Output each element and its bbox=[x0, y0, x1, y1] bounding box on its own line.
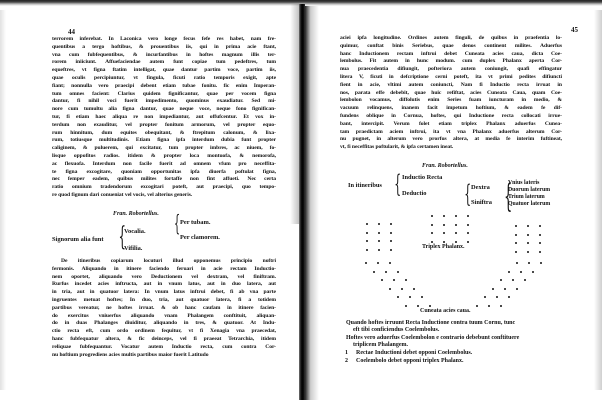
soldier-dot bbox=[496, 296, 498, 298]
soldier-dot bbox=[390, 249, 392, 251]
right-page bbox=[305, 0, 602, 400]
text-line: Rurfus incedet acies inftructa, aut in vnum latus, aut in duo latera, aut bbox=[52, 281, 276, 288]
soldier-dot bbox=[413, 288, 415, 290]
soldier-dot bbox=[378, 249, 380, 251]
soldier-dot bbox=[431, 241, 433, 243]
soldier-dot bbox=[443, 215, 445, 217]
soldier-dot bbox=[524, 279, 526, 281]
soldier-dot bbox=[508, 296, 510, 298]
diagram-branch: Vifilia. bbox=[124, 245, 143, 252]
soldier-dot bbox=[389, 262, 391, 264]
soldier-dot bbox=[443, 232, 445, 234]
soldier-dot bbox=[539, 242, 541, 244]
soldier-dot bbox=[429, 305, 431, 307]
text-line: vt, fi neceffitas poftularit, & ipfa certamen ineat. bbox=[340, 144, 454, 151]
diagram-leaf: Duorum laterum bbox=[508, 187, 551, 193]
text-line: hanc Inductionem rectam inftrui debet Cuneata acies caua, dicta Coe- bbox=[340, 50, 562, 57]
text-line: fundens oblique in Cornua, hoftes, qui Inductione recta collocati irrue- bbox=[340, 112, 562, 119]
text-line: do exercitus vniuerfus aliquando vnam Phalangem conftituit, aliquan- bbox=[52, 312, 276, 319]
soldier-dot bbox=[515, 225, 517, 227]
body-paragraph bbox=[340, 35, 562, 152]
text-line: hanc fubfequatur altera, & fic deinceps, vel fi praeeat Tetrarchia, itidem bbox=[52, 335, 276, 342]
brace-icon: { bbox=[394, 170, 402, 198]
soldier-dot bbox=[527, 234, 529, 236]
note-line: Coelembolo debet opponi triplex Phalanx. bbox=[356, 358, 464, 364]
text-line: aciei ipfa longitudine. Ordines autem finguli, de quibus in praefentia lo- bbox=[340, 35, 562, 41]
soldier-dot bbox=[390, 232, 392, 234]
soldier-dot bbox=[373, 271, 375, 273]
text-line: tur, fi etiam haec aliqua re non impediantur, aut offufcentur. Et vox in- bbox=[52, 113, 276, 120]
text-line: bant, intercipit. Verum folet etiam triplex Phalanx aduerfus Cunea- bbox=[340, 120, 562, 127]
soldier-dot bbox=[539, 234, 541, 236]
text-line: nua praecedentia difiungit, pofteriora autem coniungit, quafi effingatur bbox=[340, 66, 562, 73]
diagram-leaf: Quatuor laterum bbox=[508, 201, 551, 207]
soldier-dot bbox=[443, 224, 445, 226]
soldier-dot bbox=[366, 223, 368, 225]
text-line: tum omnes facient: Clarius quidem fignificantur, quae per vocem figna bbox=[52, 90, 276, 97]
diagram-leaf: Vnius lateris bbox=[508, 180, 540, 186]
brace-icon: { bbox=[118, 222, 126, 252]
soldier-dot bbox=[366, 232, 368, 234]
soldier-dot bbox=[397, 271, 399, 273]
note-line: eft tibi conficiendus Coelembolus. bbox=[353, 327, 440, 333]
text-line: equeftres, vt figna ftatim intelligat, quae dantur partim voce, partim iis, bbox=[52, 67, 276, 74]
soldier-dot bbox=[516, 262, 518, 264]
text-line: vna cum fubfequentibus, & incurfantibus in hoftes magnum illis ter- bbox=[52, 51, 276, 58]
soldier-dot bbox=[512, 279, 514, 281]
attribution: Fran. Robortellus. bbox=[113, 211, 159, 217]
figure-caption: Triplex Phalanx. bbox=[422, 244, 465, 250]
text-line: rorem iniiciunt. Affuefaciendae autem funt copiae tum pedeftres, tum bbox=[52, 59, 276, 66]
soldier-dot bbox=[488, 305, 490, 307]
soldier-dot bbox=[455, 232, 457, 234]
text-line: ratio omnium tradendorum excogitari poteft, aut praecipi, quo tempo- bbox=[52, 184, 276, 191]
text-line: lembolus. Fit autem in hunc modum. cum duplex Phalanx aperta Cor- bbox=[340, 58, 562, 65]
soldier-dot bbox=[500, 279, 502, 281]
text-line: nos, parata effe debebit, quae huic refiftat, acies Cuneata Caua, quam Coe- bbox=[340, 89, 562, 96]
diagram-branch: Dextra bbox=[471, 184, 490, 191]
diagram-root: In itineribus bbox=[348, 182, 382, 189]
soldier-dot bbox=[431, 224, 433, 226]
note-number: 1 bbox=[345, 350, 348, 356]
text-line: quae oculis percipiuntur, vt fingula, ficuti ratio temporis exigit, apte bbox=[52, 74, 276, 81]
text-line: quimur, conftat binis Seriebus, quae denos continent milites. Aduerfus bbox=[340, 42, 562, 49]
text-line: litera V, ficuti in defcriptione cerni poteft, ita vt primi pedites difiuncti bbox=[340, 73, 562, 80]
soldier-dot bbox=[455, 215, 457, 217]
diagram-leaf: Trium laterum bbox=[508, 194, 545, 200]
soldier-dot bbox=[504, 288, 506, 290]
soldier-dot bbox=[539, 251, 541, 253]
soldier-dot bbox=[540, 262, 542, 264]
soldier-dot bbox=[405, 305, 407, 307]
body-paragraph bbox=[52, 258, 276, 359]
text-line: nem oportet, aliquando vero Deductionem vel dextram, vel finiftram. bbox=[52, 273, 276, 280]
right-page-edge bbox=[594, 10, 602, 390]
text-line: ac flexuofa. Interdum non facile fuerit ad omnem vfum pro neceffita- bbox=[52, 160, 276, 167]
diagram-branch: Deductio bbox=[402, 190, 427, 197]
text-line: rum hinnitum, dum equites obequitant, & ftrepitum calonum, & lixa- bbox=[52, 129, 276, 136]
soldier-dot bbox=[366, 249, 368, 251]
soldier-dot bbox=[378, 240, 380, 242]
soldier-dot bbox=[405, 279, 407, 281]
diagram-branch: Siniftra bbox=[471, 199, 492, 206]
note-line: triplicem Phalangem. bbox=[353, 342, 408, 348]
soldier-dot bbox=[500, 305, 502, 307]
note-number: 2 bbox=[345, 358, 348, 364]
soldier-dot bbox=[431, 232, 433, 234]
figure-caption: Cuneata acies caua. bbox=[420, 308, 471, 314]
diagram-sub-branch: Per tubam. bbox=[180, 219, 211, 226]
soldier-dot bbox=[377, 262, 379, 264]
brace-icon: { bbox=[464, 180, 472, 208]
soldier-dot bbox=[381, 279, 383, 281]
diagram-branch: Inductio Recta bbox=[402, 174, 443, 181]
soldier-dot bbox=[520, 271, 522, 273]
text-line: fient in acie, vltimi autem coniuncti, Nam fi Inductio recta irruat in bbox=[340, 81, 562, 88]
soldier-dot bbox=[421, 296, 423, 298]
soldier-dot bbox=[527, 251, 529, 253]
text-line: quentibus a tergo hoftibus, & prouentibus iis, qui in prima acie ftant, bbox=[52, 43, 276, 50]
diagram-root: Signorum alia funt bbox=[52, 236, 104, 243]
note-line: Rectae Inductioni debet opponi Coelembolus. bbox=[356, 350, 473, 356]
text-line: in tria, aut in quatuor latera: In vnum latus inftrui debet, fi ab vna parte bbox=[52, 289, 276, 296]
brace-icon: { bbox=[504, 177, 513, 215]
text-line: lembolon vocamus, diffolutis enim Series fuam iuncturam in medio, & bbox=[340, 97, 562, 104]
soldier-dot bbox=[467, 241, 469, 243]
soldier-dot bbox=[431, 215, 433, 217]
soldier-dot bbox=[527, 225, 529, 227]
soldier-dot bbox=[528, 262, 530, 264]
soldier-dot bbox=[467, 215, 469, 217]
soldier-dot bbox=[492, 288, 494, 290]
text-line: vacuum relinquens, inanem facit impetum hoftium, & eadem fe dif- bbox=[340, 105, 562, 112]
diagram-branch: Vocalia. bbox=[124, 228, 146, 235]
soldier-dot bbox=[385, 271, 387, 273]
soldier-dot bbox=[409, 296, 411, 298]
soldier-dot bbox=[455, 241, 457, 243]
text-line: partibus vereatur, ne hoftes irruat. & ob hanc caufam in itinere facien- bbox=[52, 304, 276, 311]
text-line: De itineribus copiarum locuturi illud opponemus principio noftri bbox=[61, 258, 276, 264]
soldier-dot bbox=[390, 240, 392, 242]
soldier-dot bbox=[539, 225, 541, 227]
soldier-dot bbox=[365, 262, 367, 264]
page-number: 44 bbox=[68, 28, 75, 36]
text-line: dantur, fi nihil voci fuerit impedimento, quominus exaudiatur. Sed mi- bbox=[52, 98, 276, 105]
soldier-dot bbox=[378, 232, 380, 234]
text-line: nu pugnet, in alterum vero prorfus altera, at media fe interim fuftineat, bbox=[340, 136, 562, 143]
text-line: lisque oppofitos radios. itidem & propter loca montuofa, & nemorofa, bbox=[52, 152, 276, 159]
page-number: 45 bbox=[571, 26, 578, 34]
diagram-sub-branch: Per clamorem. bbox=[180, 234, 220, 241]
soldier-dot bbox=[443, 241, 445, 243]
soldier-dot bbox=[366, 240, 368, 242]
text-line: reliquae fubfequantur. Vocatur autem Inductio recta, cum contra Cor- bbox=[52, 343, 276, 350]
soldier-dot bbox=[390, 223, 392, 225]
text-line: fiant; nonnulla vero praecipi debent etiam tubae fonitu. fic enim Imperan- bbox=[52, 82, 276, 89]
text-line: fermonis. Aliquando in itinere faciendo feruari in acie rectam Inductio- bbox=[52, 265, 276, 272]
soldier-dot bbox=[516, 288, 518, 290]
soldier-dot bbox=[401, 288, 403, 290]
body-paragraph bbox=[52, 36, 276, 200]
soldier-dot bbox=[515, 242, 517, 244]
text-line: te figna excogitare, quoniam opportunitas ipfa diuerfa poftulat figna, bbox=[52, 168, 276, 175]
text-line: nu hoftium progrediens acies multis partibus maior fuerit Latitudo bbox=[52, 351, 209, 358]
soldier-dot bbox=[527, 242, 529, 244]
text-line: terdum non exauditur, vel propter fonitum armorum, vel propter equo- bbox=[52, 121, 276, 128]
soldier-dot bbox=[467, 232, 469, 234]
soldier-dot bbox=[532, 271, 534, 273]
soldier-dot bbox=[508, 271, 510, 273]
text-line: ctio recta eft, cum ordo ordinem fequitur, vt fi Xenagia vna praecedat, bbox=[52, 328, 276, 335]
soldier-dot bbox=[397, 296, 399, 298]
soldier-dot bbox=[389, 288, 391, 290]
left-page bbox=[0, 0, 299, 400]
text-line: terrorem inferebat. In Laconica vero longe fecus fefe res habet, nam fre- bbox=[52, 36, 276, 42]
soldier-dot bbox=[417, 305, 419, 307]
soldier-dot bbox=[476, 305, 478, 307]
soldier-dot bbox=[455, 224, 457, 226]
soldier-dot bbox=[515, 234, 517, 236]
soldier-dot bbox=[484, 296, 486, 298]
text-line: re quod fignum dari conueniat vel vocis, vel alterius generis. bbox=[52, 191, 193, 198]
text-line: ingruentes metuat hoftes; In duo, tria, aut quatuor latera, fi a totidem bbox=[52, 296, 276, 303]
text-line: do in duas Phalanges diuiditur, aliquando in tres, & quatuor. At Indu- bbox=[52, 320, 276, 327]
text-line: nore cum tumultu alia figna dantur, quae neque voce, neque fono fignifican- bbox=[52, 106, 276, 113]
attribution: Fran. Robortellus. bbox=[422, 163, 468, 169]
brace-icon: { bbox=[173, 212, 181, 237]
soldier-dot bbox=[393, 279, 395, 281]
text-line: tam praedictam aciem inftrui, ita vt vna Phalanx aduerfus alterum Cor- bbox=[340, 128, 562, 135]
note-line: Hoftes vero aduerfus Coelembolon e contrario debebunt conftituere bbox=[346, 335, 520, 341]
soldier-dot bbox=[515, 251, 517, 253]
note-line: Quando hoftes irruunt Recta Inductione contra tuum Cornu, tunc bbox=[346, 320, 516, 326]
soldier-dot bbox=[467, 224, 469, 226]
text-line: nec femper eadem, quibus milites fortaffe non fint affueti. Nec certa bbox=[52, 176, 276, 183]
text-line: caliginem, & puluerem, qui excitatur, tum propter imbres, ac niuem, fo- bbox=[52, 145, 276, 152]
text-line: rum, totiusque multitudinis. Etiam figna ipfa interdum dubia funt propter bbox=[52, 137, 276, 144]
soldier-dot bbox=[378, 223, 380, 225]
